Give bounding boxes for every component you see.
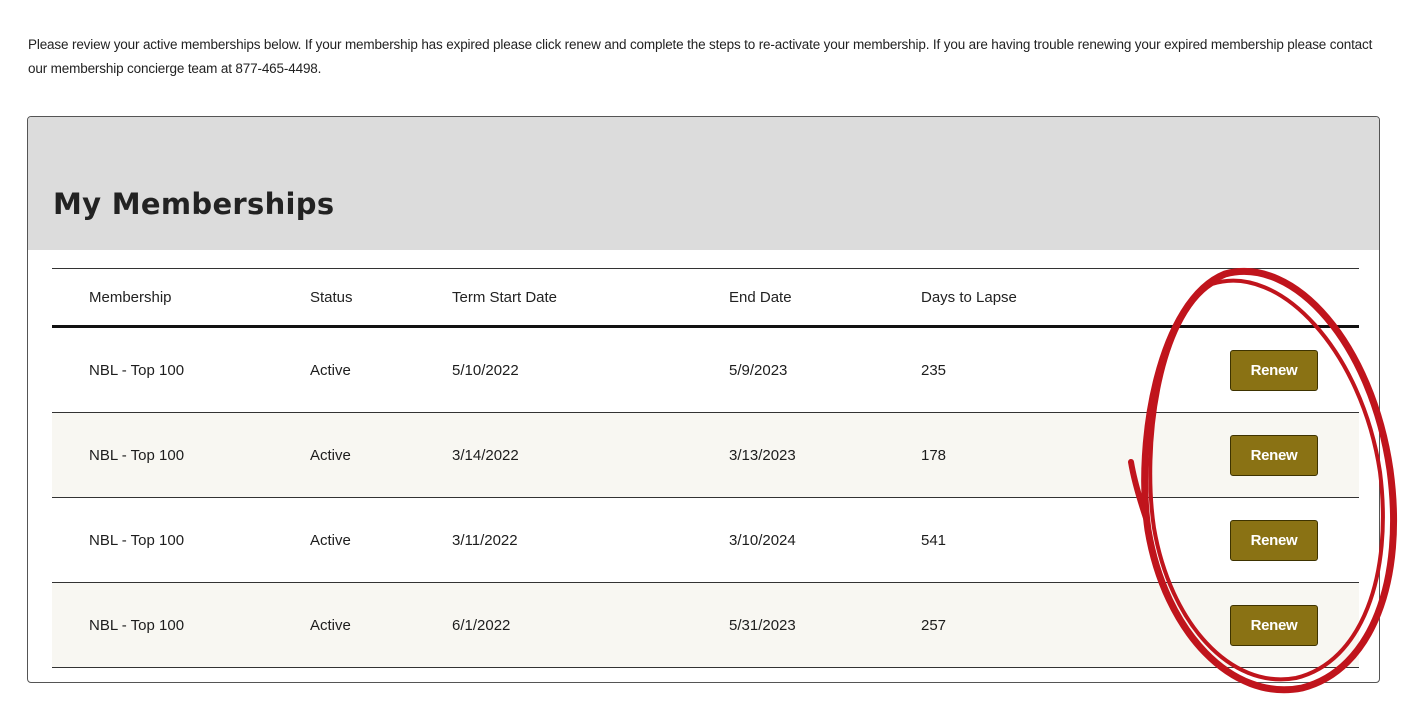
- membership-name: NBL - Top 100: [89, 446, 185, 464]
- column-header-status: Status: [310, 288, 353, 306]
- term-start-date: 3/11/2022: [452, 531, 518, 549]
- days-to-lapse: 541: [921, 531, 947, 549]
- renew-cell: [1230, 413, 1318, 497]
- term-start-date: 6/1/2022: [452, 616, 511, 634]
- renew-button[interactable]: Renew: [1230, 520, 1318, 561]
- table-row: [52, 498, 1359, 583]
- renew-button[interactable]: Renew: [1230, 605, 1318, 646]
- column-header-membership: Membership: [89, 288, 172, 306]
- renew-cell: [1230, 583, 1318, 667]
- days-to-lapse: 178: [921, 446, 947, 464]
- days-to-lapse: 235: [921, 361, 947, 379]
- end-date: 5/31/2023: [729, 616, 796, 634]
- column-header-days-to-lapse: Days to Lapse: [921, 288, 1017, 306]
- membership-status: Active: [310, 361, 351, 379]
- end-date: 3/10/2024: [729, 531, 796, 549]
- membership-status: Active: [310, 616, 351, 634]
- intro-text: Please review your active memberships below. If your membership has expired please click renew and complete the steps to re-activate your membership. If you are having trouble renewing your expired membership please contact our membership concierge team at 877-465-4498.: [28, 37, 1373, 76]
- card-header: [28, 117, 1379, 250]
- membership-name: NBL - Top 100: [89, 616, 185, 634]
- column-header-end-date: End Date: [729, 288, 792, 306]
- column-header-term-start-date: Term Start Date: [452, 288, 558, 306]
- days-to-lapse: 257: [921, 616, 947, 634]
- memberships-card: [27, 116, 1380, 683]
- table-header: [52, 268, 1359, 328]
- membership-name: NBL - Top 100: [89, 531, 185, 549]
- end-date: 5/9/2023: [729, 361, 788, 379]
- membership-status: Active: [310, 531, 351, 549]
- card-title: My Memberships: [53, 187, 335, 221]
- memberships-table: [52, 268, 1359, 668]
- renew-button[interactable]: Renew: [1230, 350, 1318, 391]
- table-row: [52, 583, 1359, 668]
- end-date: 3/13/2023: [729, 446, 796, 464]
- term-start-date: 5/10/2022: [452, 361, 519, 379]
- table-row: [52, 413, 1359, 498]
- table-row: [52, 328, 1359, 413]
- renew-cell: [1230, 498, 1318, 582]
- renew-button[interactable]: Renew: [1230, 435, 1318, 476]
- term-start-date: 3/14/2022: [452, 446, 519, 464]
- membership-status: Active: [310, 446, 351, 464]
- membership-name: NBL - Top 100: [89, 361, 185, 379]
- renew-cell: [1230, 328, 1318, 412]
